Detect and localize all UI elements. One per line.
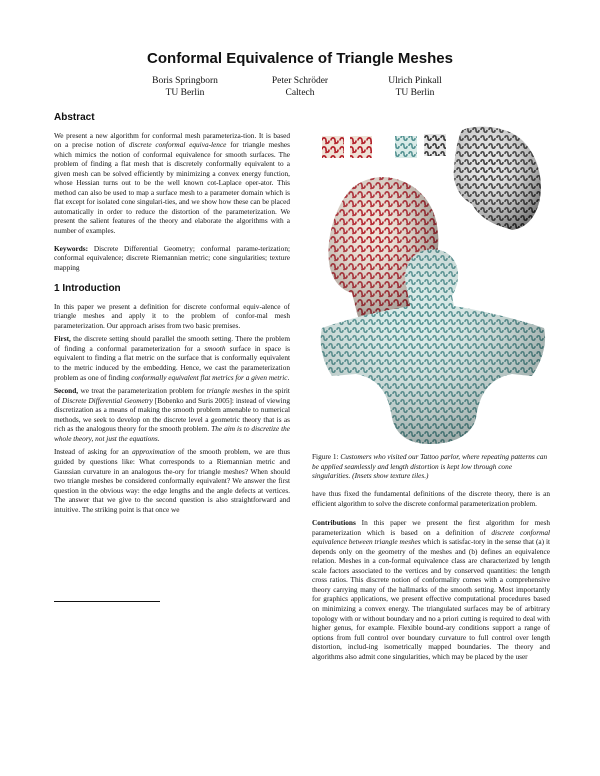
author-affiliation: TU Berlin: [395, 88, 435, 98]
abstract-heading: Abstract: [54, 112, 95, 123]
left-column: [54, 113, 290, 518]
intro-paragraph-2: First, the discrete setting should parallel the smooth setting. There the problem of finding a conformal parameterization for a smooth surface in space is equivalent to finding a flat metric on the surface that is conformally equivalent to the metric induced by the embedding. Hence, we cast the parameterization problem as one of finding conformally equivalent flat metrics for a given metric.: [54, 334, 291, 382]
intro-paragraph-3: Second, we treat the parameterization problem for triangle meshes in the spirit of Discrete Differential Geometry [Bobenko and Suris 2005]: instead of viewing discretization as a means of making the smooth problem amenable to numerical methods, we seek to develop on the discrete level a geometric theory that is as rich as the analogous theory for the smooth problem. The aim is to discretize the whole theory, not just the equations.: [54, 386, 290, 443]
contributions-paragraph: Contributions In this paper we present the first algorithm for mesh parameterization which is based on a definition of discrete conformal equivalence between triangle meshes which is satisfac-tory in the sense that (a) it depends only on the geometry of the meshes and (b) defines an equivalence relation. Meshes in a con-formal equivalence class are characterized by length scale factors associated to the vertices and by conserved quantities: the length cross ratios. This discrete notion of conformality comes with a comprehensive theory carrying many of the hallmarks of the smooth setting. Most importantly for graphics applications, we present effective computational procedures based on minimizing a convex energy. The triangulated surfaces may be of arbitrary topology with or without boundary and no a priori cutting is required to deal with higher genus, for example. Flexible bound-ary conditions support a range of options from full control over boundary curvature to full control over length distortion, includ-ing isometrically mapped boundaries. The theory and algorithms also admit cone singularities, which may be placed by the user: [312, 518, 551, 661]
author-1: [120, 75, 250, 99]
author-affiliation: Caltech: [285, 88, 315, 98]
paper-title: Conformal Equivalence of Triangle Meshes: [147, 50, 453, 67]
abstract-text: We present a new algorithm for conformal mesh parameteriza-tion. It is based on a precise notion of discrete conformal equiva-lence for triangle meshes which mimics the notion of conformal equivalence for smooth surfaces. The problem of finding a flat mesh that is discretely conformally equivalent to a given mesh can be solved efficiently by minimizing a convex energy function, whose Hessian turns out to be the well known cot-Laplace oper-ator. This method can also be used to map a surface mesh to a parameter domain which is flat except for isolated cone singulari-ties, and we show how these can be placed automatically in order to reduce the distortion of the parameterization. We present the salient features of the theory and elaborate the algorithms with a number of examples.: [54, 130, 291, 236]
footnote-rule: [54, 601, 160, 602]
tattooed-animal-mesh: [454, 127, 541, 230]
figure-tattoo-meshes: [312, 118, 550, 448]
intro-paragraph-1: In this paper we present a definition for discrete conformal equiv-alence of triangle meshes and apply it to the problem of confor-mal mesh parameterization. Our approach arises from two basic premises.: [54, 301, 290, 330]
author-name: Boris Springborn: [152, 76, 218, 86]
texture-tile-red-2: [350, 136, 372, 158]
keywords: Keywords: Discrete Differential Geometry; conformal parame-terization; conformal equivalence; discrete Riemannian metric; cone singularities; texture mapping: [54, 243, 290, 272]
author-name: Peter Schröder: [271, 76, 329, 86]
intro-paragraph-4: Instead of asking for an approximation of the smooth problem, we are thus guided by questions like: What corresponds to a Riemannian metric and Gaussian curvature in an analogous the-ory for triangle meshes? When should two triangle meshes be considered conformally equivalent? We answer the first question in the obvious way: the edge lengths and the angle defects at vertices. The answer that we give to the second question is also straightforward and intuitive. The striking point is that once we: [54, 447, 290, 514]
right-column: [312, 489, 550, 665]
right-paragraph-1: have thus fixed the fundamental definitions of the discrete theory, there is an efficient algorithm to solve the discrete conformal parameterization problem.: [312, 489, 550, 508]
author-affiliation: TU Berlin: [165, 88, 205, 98]
figure-caption: Figure 1: Customers who visited our Tattoo parlor, where repeating patterns can be applied seamlessly and length distortion is kept low through cone singularities. (Insets show texture tiles.): [312, 452, 548, 481]
author-3: [350, 75, 480, 99]
texture-tile-red: [322, 136, 344, 158]
intro-heading: 1 Introduction: [54, 283, 121, 295]
texture-tile-gray: [424, 134, 446, 156]
texture-tile-teal: [395, 136, 417, 158]
author-name: Ulrich Pinkall: [388, 76, 442, 86]
author-2: [235, 75, 365, 99]
